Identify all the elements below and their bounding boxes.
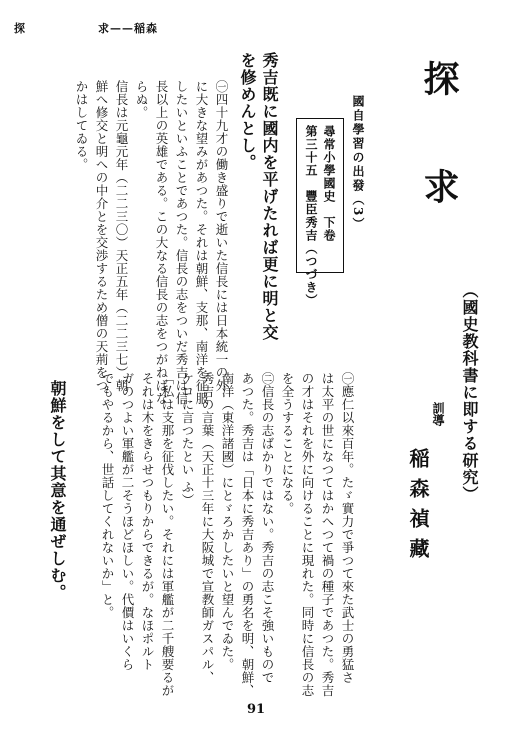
body-column: 長以上の英雄である。この大なる信長の志をつがねばな: [154, 80, 169, 405]
lesson-book: 尋常小學國史 下卷: [322, 125, 336, 242]
body-column: かはしてゐる。: [74, 80, 89, 171]
body-column: 信長は元龜元年（二二三〇）天正五年（二二三七）朝: [114, 80, 129, 392]
body-column: は太平の世になつてはかへつて禍の種子であつた。秀吉: [320, 372, 335, 697]
body-column: を全うすることになる。: [280, 372, 295, 515]
body-column: 「私は支那を征伐したい。それには軍艦が二千艘要るが: [160, 372, 175, 697]
body-column: ㊁信長の志ばかりではない。秀吉の志こそ強いもので: [260, 372, 275, 684]
author-name: 稲森禎藏: [406, 448, 430, 568]
body-column: でもやるから、世話してくれないか」と。: [100, 372, 115, 619]
article-subtitle: （國史教科書に即する研究）: [460, 282, 479, 503]
body-column: ㊀四十九才の働き盛りで逝いた信長には日本統一の外: [214, 80, 229, 392]
body-column: 南洋（東洋諸國）にとゞろかしたいと望んでゐた。: [220, 372, 235, 671]
running-header-left: 探: [14, 22, 26, 35]
closing-heading: 朝鮮をして其意を通ぜしむ。: [48, 380, 67, 601]
left-heading-wrap: [228, 52, 280, 342]
body-column: あつた。秀吉は「日本に秀吉あり」の勇名を明、朝鮮、: [240, 372, 255, 697]
article-title: 探 求: [418, 60, 460, 222]
author-prefix: 訓導: [431, 402, 445, 426]
left-body: [40, 80, 230, 405]
body-column: の才はそれを外に向けることに現れた。同時に信長の志: [300, 372, 315, 697]
section-heading: 秀吉既に國内を平げたれば更に明と交を修めんとし。: [238, 52, 279, 341]
running-header-right: 求——稲森: [98, 22, 158, 35]
body-column: に大きな望みがあつた。それは朝鮮、支那、南洋を征服: [194, 80, 209, 405]
body-column: ガのつよい軍艦が二そうほどほしい。代價はいくら: [120, 372, 135, 671]
body-column: ケロに言つたとい ふ）: [180, 372, 195, 507]
right-body: [90, 372, 356, 697]
page-number: 91: [247, 702, 266, 717]
body-column: ㊀應仁以來百年。たゞ實力で爭つて來た武士の勇猛さ: [340, 372, 355, 684]
lesson-chapter: 第三十五 豐臣秀吉（つづき）: [304, 125, 318, 307]
body-column: 鮮へ修交と明への中介とを交渉するため僧の天荊をつ: [94, 80, 109, 392]
series-label: 國自學習の出發（3）: [351, 95, 365, 232]
body-column: らぬ。: [134, 80, 149, 119]
body-column: 秀吉の言葉（天正十三年に大阪城で宣教師ガスパル、: [200, 372, 215, 684]
body-column: それは木をきらせつもりからできるが。なほポルト: [140, 372, 155, 671]
body-column: したいといふことであつた。信長の志をついだ秀吉は信: [174, 80, 189, 405]
lesson-box: [296, 118, 344, 307]
